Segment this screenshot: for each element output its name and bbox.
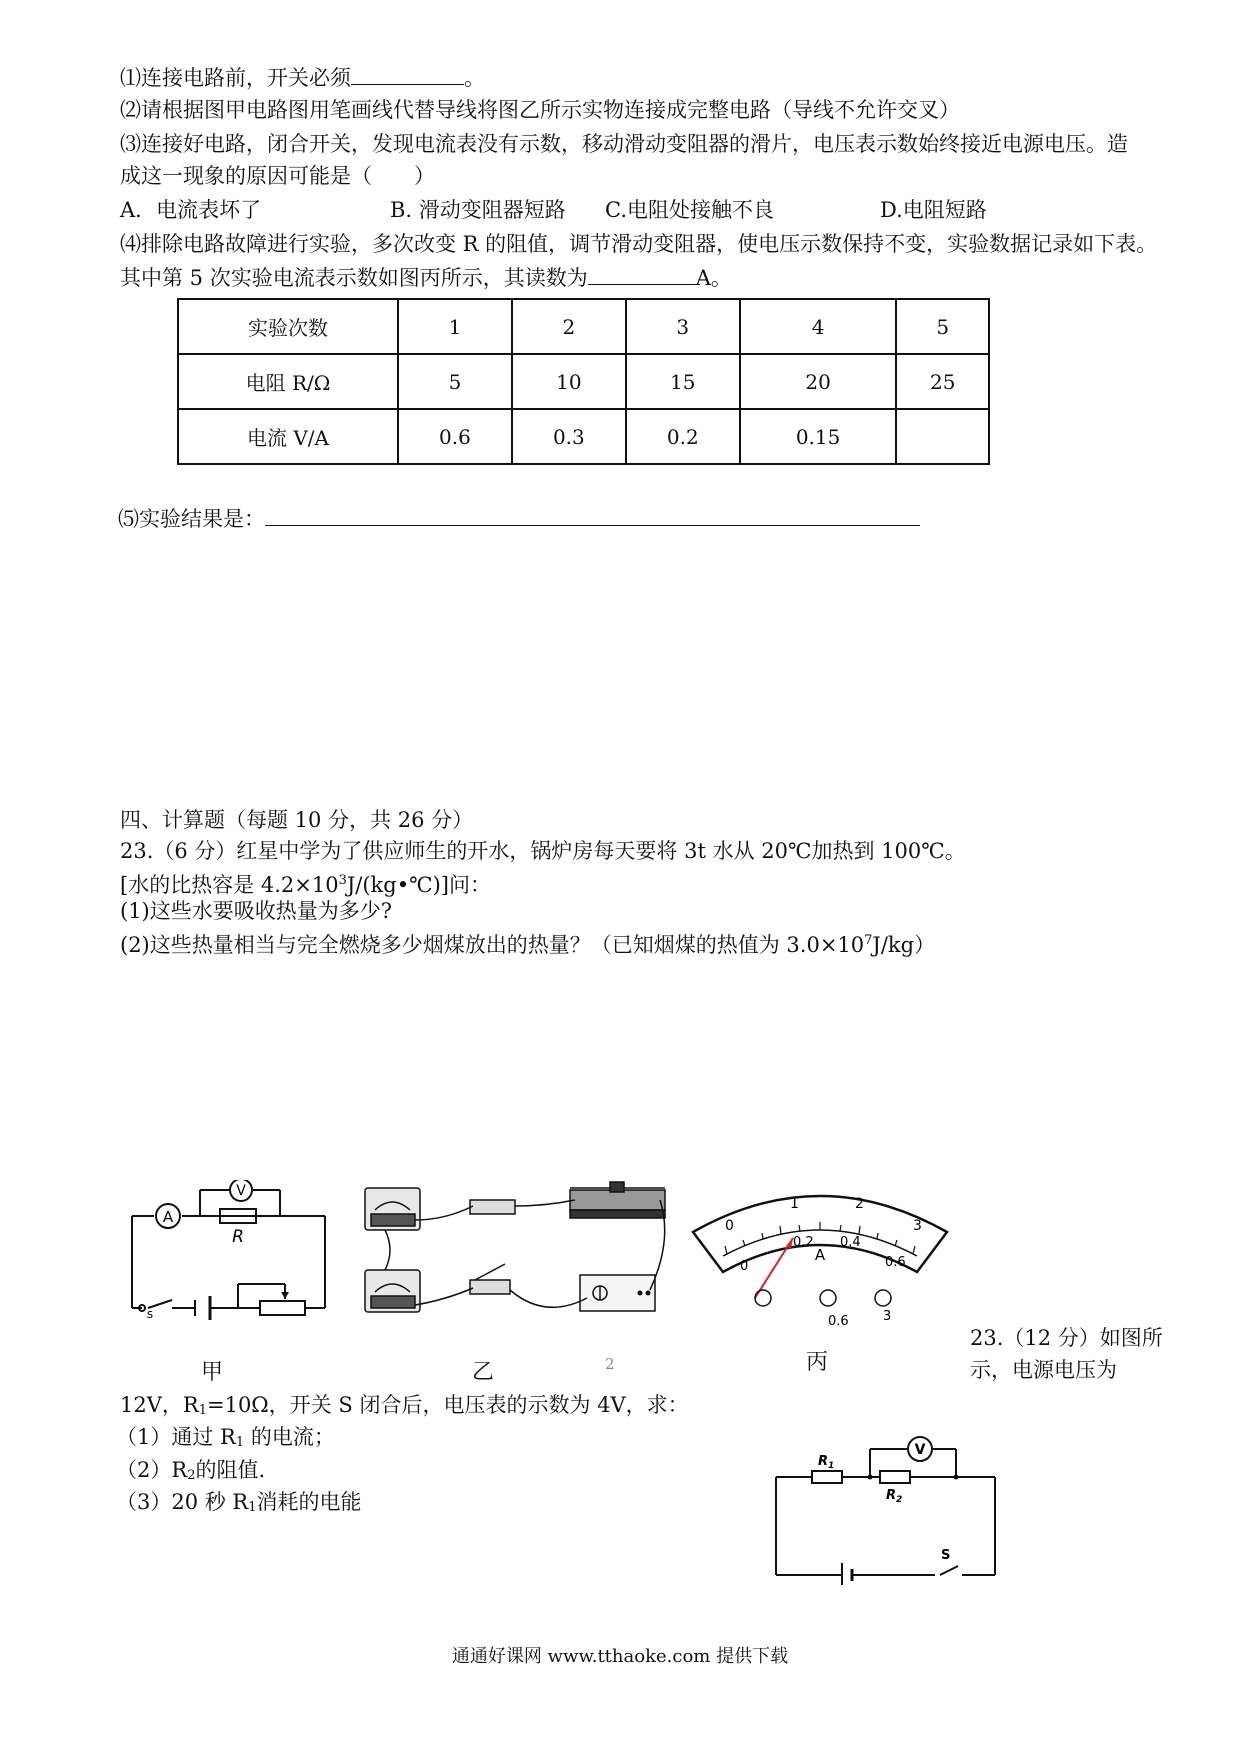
table-cell: 25: [896, 354, 989, 409]
table-cell: 10: [512, 354, 626, 409]
question-4-suffix: A。: [695, 266, 732, 290]
terminal-3: [875, 1290, 891, 1306]
subscript: 1: [248, 1500, 257, 1515]
table-cell: 5: [896, 299, 989, 354]
figure-label-bing: 丙: [806, 1350, 829, 1375]
answer-blank-1[interactable]: [351, 62, 464, 85]
table-cell: 4: [740, 299, 897, 354]
tick-top-2: 2: [855, 1196, 864, 1212]
question-3-line-1: ⑶连接好电路，闭合开关，发现电流表没有示数，移动滑动变阻器的滑片，电压表示数始终接近电源电压。造: [120, 132, 1128, 156]
circuit-diagram-23b: [770, 1435, 1005, 1585]
text-part: J/kg）: [872, 933, 936, 957]
table-cell: 15: [626, 354, 740, 409]
table-cell: 2: [512, 299, 626, 354]
table-row: [178, 299, 989, 354]
r1-subscript: 1: [828, 1461, 835, 1471]
tick-top-3: 3: [913, 1218, 922, 1234]
table-cell: 0.2: [626, 409, 740, 464]
table-cell: 1: [398, 299, 512, 354]
option-b: B. 滑动变阻器短路: [390, 198, 566, 222]
table-cell: 5: [398, 354, 512, 409]
text-part: =10Ω，开关 S 闭合后，电压表的示数为 4V，求：: [206, 1393, 689, 1417]
question-3-line-2: 成这一现象的原因可能是（ ）: [120, 164, 435, 188]
table-cell-empty[interactable]: [896, 409, 989, 464]
subscript: 1: [235, 1435, 245, 1450]
table-row: [178, 354, 989, 409]
text-part: （2）R: [116, 1458, 188, 1482]
question-23b-item-2: [116, 1455, 265, 1491]
ammeter-dial-bing: [685, 1180, 955, 1350]
text-part: [水的比热容是 4.2×10: [120, 873, 339, 897]
subscript: 1: [198, 1403, 207, 1418]
question-23b-item-3: [116, 1487, 362, 1523]
r2-subscript: 2: [896, 1495, 903, 1505]
question-1-text: ⑴连接电路前，开关必须: [120, 66, 351, 90]
text-part: （1）通过 R: [116, 1425, 236, 1449]
terminal-negative: [755, 1290, 771, 1306]
text-part: 的电流；: [244, 1425, 335, 1449]
voltmeter-symbol: V: [914, 1442, 926, 1458]
tick-bottom-2: 0.4: [840, 1235, 861, 1250]
apparatus-figure-yi: [355, 1180, 685, 1340]
table-header: 电流 V/A: [178, 409, 398, 464]
question-2: ⑵请根据图甲电路图用笔画线代替导线将图乙所示实物连接成完整电路（导线不允许交叉）: [120, 98, 960, 122]
r1-letter: R: [818, 1454, 829, 1469]
resistor-label: R: [232, 1227, 244, 1247]
table-cell: 0.6: [398, 409, 512, 464]
tick-bottom-0: 0: [740, 1259, 749, 1274]
footer-text: 通通好课网 www.tthaoke.com 提供下载: [451, 1646, 789, 1667]
text-part: J/(kg•℃)]问：: [346, 873, 491, 897]
figure-label-yi: 乙: [472, 1360, 495, 1385]
option-d: D.电阻短路: [880, 198, 987, 222]
figure-number: 2: [605, 1355, 615, 1373]
r2-letter: R: [886, 1488, 897, 1503]
question-23b-line-3: [120, 1390, 689, 1426]
question-23b-item-1: [116, 1422, 335, 1458]
text-part: (2)这些热量相当与完全燃烧多少烟煤放出的热量？（已知烟煤的热值为 3.0×10: [120, 933, 865, 957]
question-4-line-2: [120, 262, 732, 293]
table-cell: 20: [740, 354, 897, 409]
circuit-diagram-jia: [120, 1180, 340, 1320]
question-23b-side-1: 23.（12 分）如图所: [970, 1326, 1163, 1350]
terminal-0.6: [820, 1290, 836, 1306]
switch-label: s: [146, 1307, 154, 1320]
question-4-line-1: ⑷排除电路故障进行实验，多次改变 R 的阻值，调节滑动变阻器，使电压示数保持不变，实验数据记录如下表。: [120, 232, 1158, 256]
question-23a-sub-1: (1)这些水要吸收热量为多少?: [120, 899, 393, 923]
superscript: 3: [338, 873, 347, 888]
text-part: 的阻值.: [195, 1458, 266, 1482]
question-5: [118, 503, 920, 534]
table-row: [178, 409, 989, 464]
tick-top-1: 1: [790, 1196, 799, 1212]
question-23a-line-1: 23.（6 分）红星中学为了供应师生的开水，锅炉房每天要将 3t 水从 20℃加热到 100℃。: [120, 839, 966, 863]
question-23b-side-2: 示，电源电压为: [970, 1358, 1117, 1382]
question-23a-sub-2: [120, 926, 935, 960]
table-cell: 0.15: [740, 409, 897, 464]
option-a: A．电流表坏了: [120, 198, 262, 222]
terminal-label-3: 3: [883, 1309, 892, 1324]
r2-label: [886, 1488, 902, 1505]
text-part: 12V，R: [120, 1393, 199, 1417]
answer-blank-5[interactable]: [265, 503, 920, 526]
answer-blank-4[interactable]: [588, 262, 696, 285]
table-cell: 0.3: [512, 409, 626, 464]
r1-label: [818, 1454, 834, 1471]
voltmeter-symbol: V: [236, 1183, 246, 1199]
question-1-suffix: 。: [464, 66, 485, 90]
tick-bottom-1: 0.2: [793, 1235, 814, 1250]
text-part: （3）20 秒 R: [116, 1490, 249, 1514]
data-table: [177, 298, 990, 465]
tick-top-0: 0: [725, 1218, 734, 1234]
subscript: 2: [187, 1468, 196, 1483]
question-5-text: ⑸实验结果是：: [118, 507, 265, 531]
option-c: C.电阻处接触不良: [605, 198, 774, 222]
superscript: 7: [864, 933, 873, 948]
table-header: 实验次数: [178, 299, 398, 354]
table-cell: 3: [626, 299, 740, 354]
question-1: [120, 62, 485, 93]
table-header: 电阻 R/Ω: [178, 354, 398, 409]
text-part: 消耗的电能: [256, 1490, 362, 1514]
terminal-label-0.6: 0.6: [828, 1314, 849, 1329]
section-title: 四、计算题（每题 10 分，共 26 分）: [120, 808, 474, 832]
ammeter-symbol: A: [162, 1208, 174, 1226]
ammeter-unit: A: [814, 1246, 826, 1264]
switch-label: S: [941, 1548, 951, 1563]
figure-label-jia: 甲: [201, 1360, 224, 1385]
question-4-text: 其中第 5 次实验电流表示数如图丙所示，其读数为: [120, 266, 588, 290]
question-23a-line-2: [120, 866, 491, 900]
tick-bottom-3: 0.6: [885, 1255, 906, 1270]
